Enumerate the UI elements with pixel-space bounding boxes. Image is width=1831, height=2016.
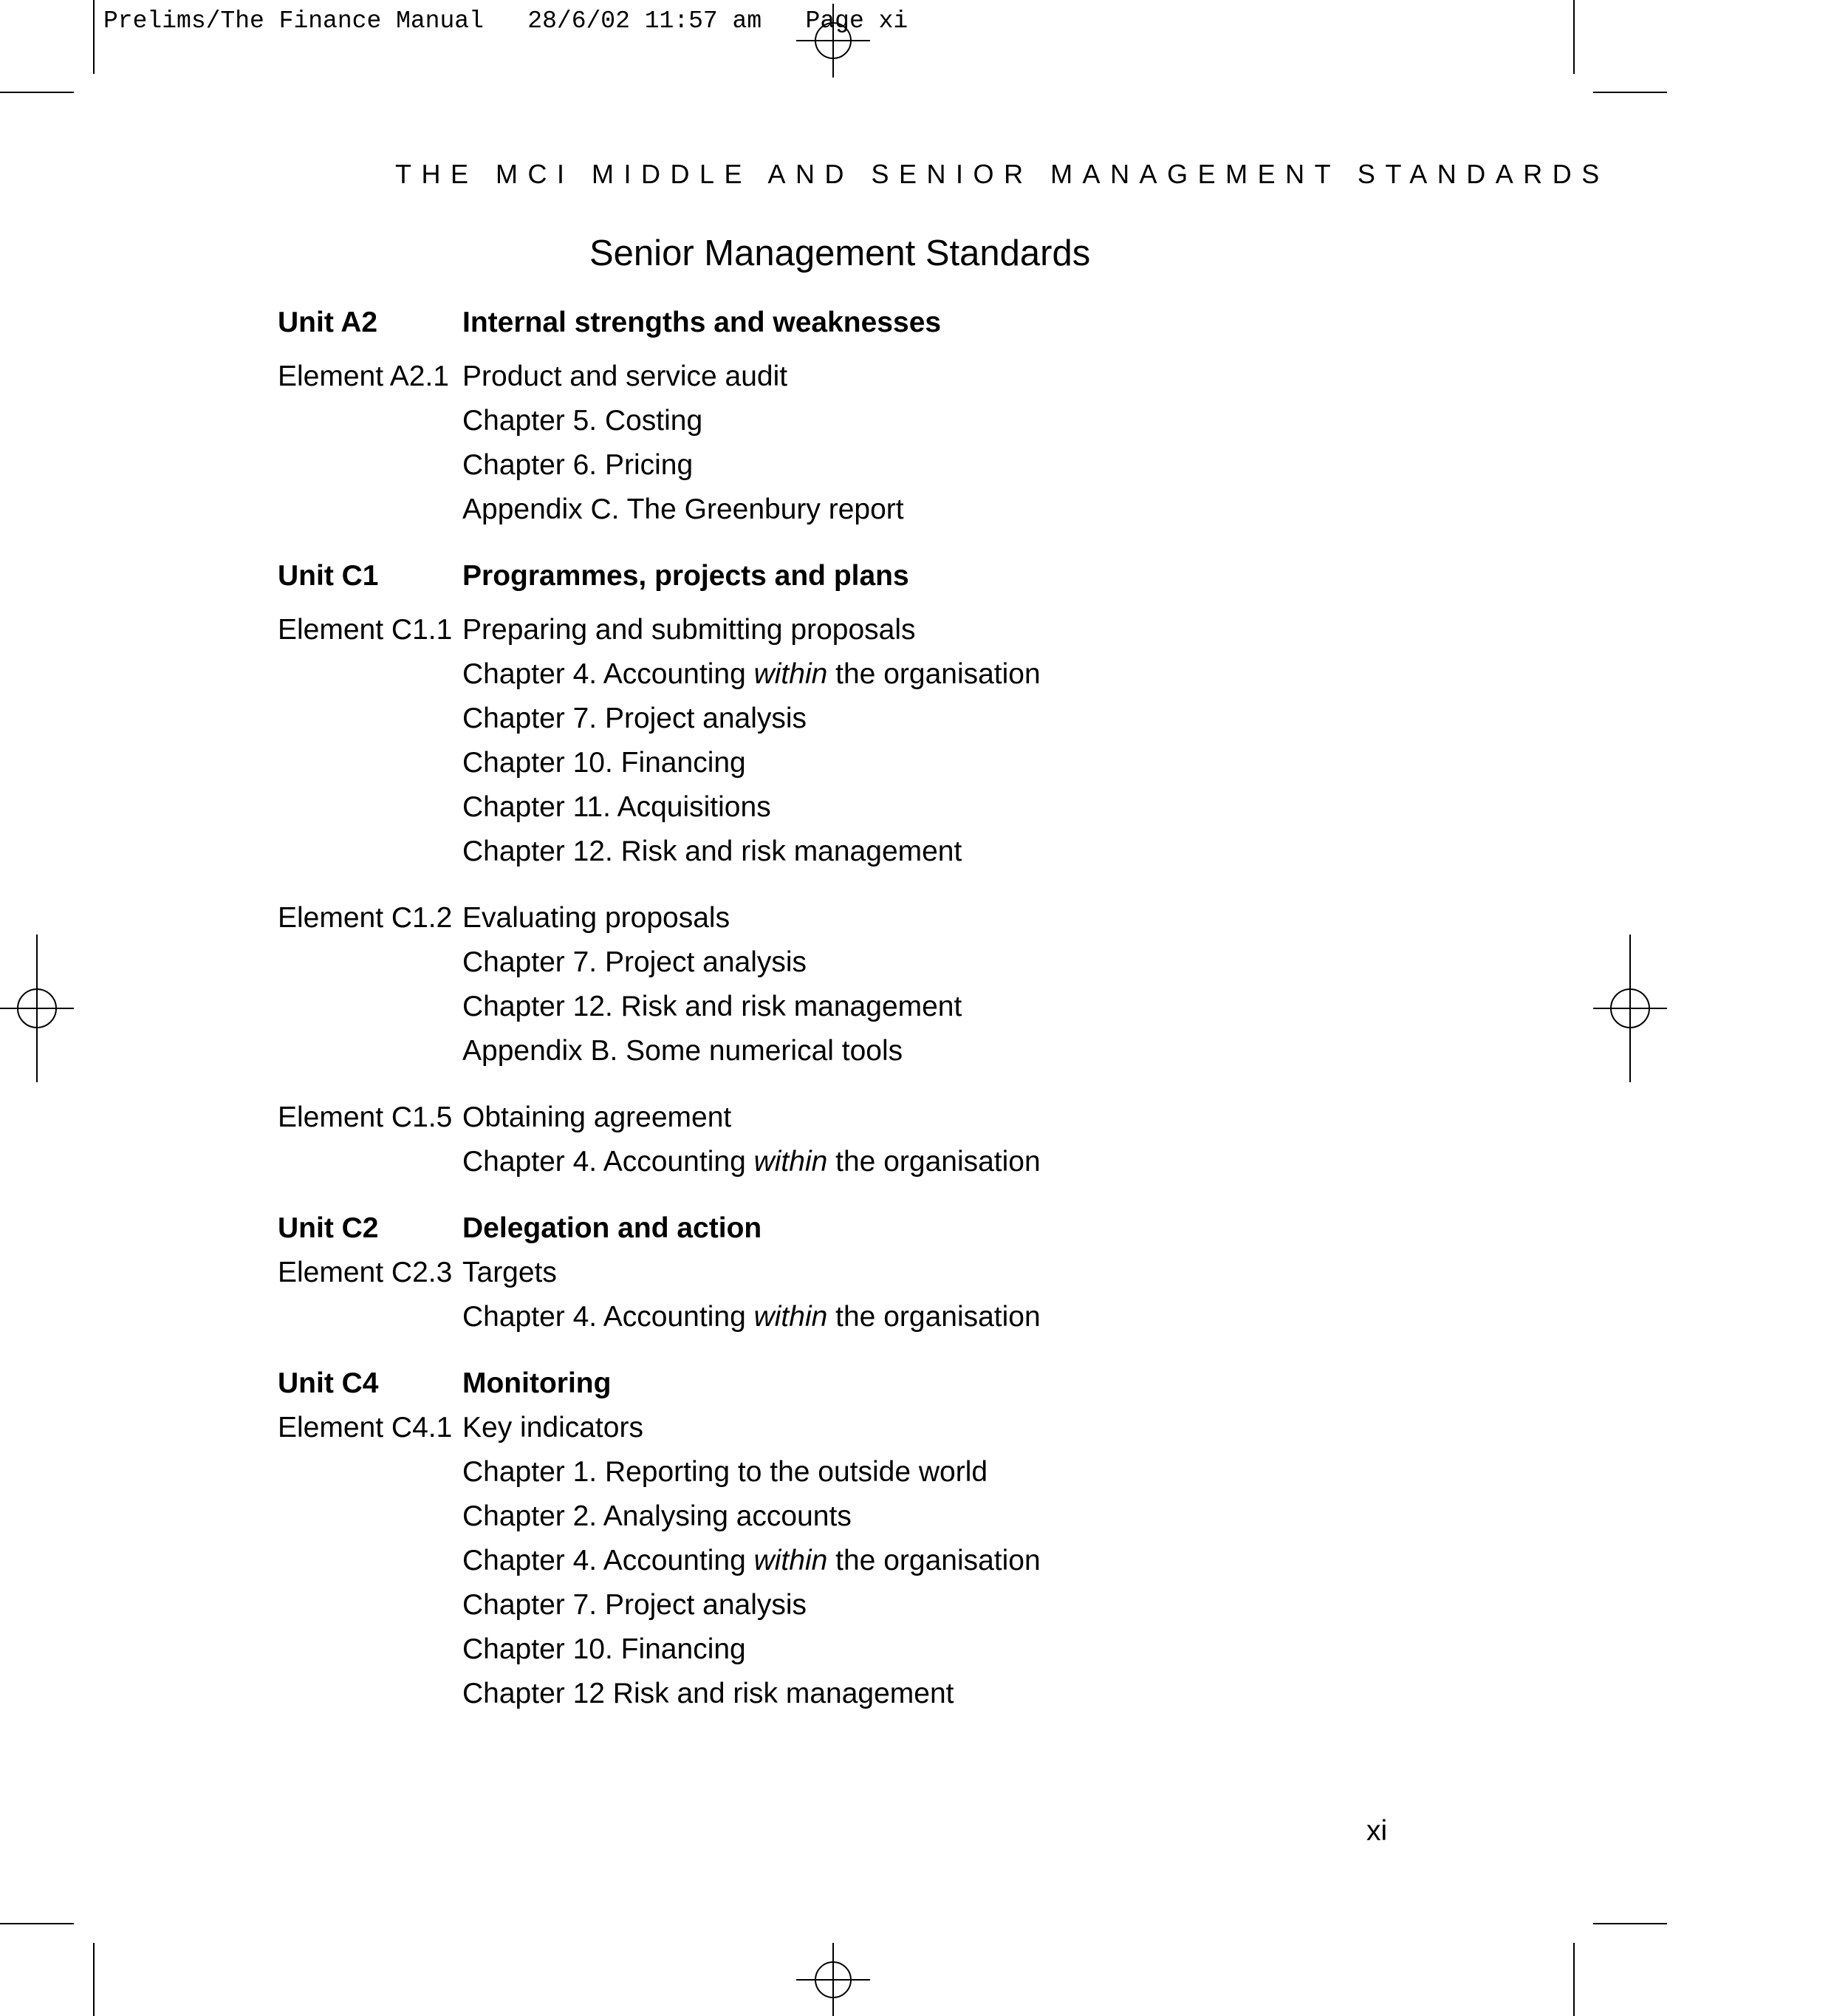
chapter-title: Chapter 7. Project analysis <box>462 1589 807 1621</box>
print-slug-line: Prelims/The Finance Manual 28/6/02 11:57 am Page xi <box>103 7 908 35</box>
element-title: Product and service audit <box>462 361 788 392</box>
unit-label: Unit C4 <box>278 1367 379 1399</box>
chapter-title: Chapter 11. Acquisitions <box>462 791 771 823</box>
chapter-title: Chapter 12. Risk and risk management <box>462 836 962 867</box>
chapter-title: Chapter 2. Analysing accounts <box>462 1500 852 1532</box>
chapter-title: Chapter 6. Pricing <box>462 449 694 481</box>
element-title: Preparing and submitting proposals <box>462 614 916 646</box>
chapter-title: Chapter 4. Accounting within the organisation <box>462 1146 1041 1178</box>
chapter-title: Appendix C. The Greenbury report <box>462 493 904 525</box>
chapter-title: Chapter 1. Reporting to the outside world <box>462 1456 988 1488</box>
registration-mark-left-icon <box>0 934 74 1082</box>
chapter-title: Appendix B. Some numerical tools <box>462 1035 903 1067</box>
registration-mark-top-icon <box>796 4 870 78</box>
element-title: Evaluating proposals <box>462 902 730 934</box>
element-label: Element A2.1 <box>278 361 449 392</box>
chapter-title: Chapter 10. Financing <box>462 747 746 779</box>
unit-label: Unit C1 <box>278 560 379 592</box>
chapter-title: Chapter 4. Accounting within the organisation <box>462 658 1041 690</box>
element-label: Element C1.5 <box>278 1101 453 1133</box>
running-head: THE MCI MIDDLE AND SENIOR MANAGEMENT STANDARDS <box>395 159 1609 189</box>
chapter-title: Chapter 10. Financing <box>462 1633 746 1665</box>
chapter-title: Chapter 4. Accounting within the organisation <box>462 1545 1041 1576</box>
chapter-title: Chapter 5. Costing <box>462 405 703 437</box>
element-title: Obtaining agreement <box>462 1101 732 1133</box>
section-title: Senior Management Standards <box>589 233 1091 273</box>
unit-label: Unit A2 <box>278 307 378 338</box>
element-label: Element C4.1 <box>278 1412 453 1443</box>
element-label: Element C1.1 <box>278 614 453 646</box>
element-title: Targets <box>462 1257 557 1288</box>
element-label: Element C1.2 <box>278 902 453 934</box>
unit-title: Delegation and action <box>462 1212 762 1244</box>
unit-label: Unit C2 <box>278 1212 379 1244</box>
element-title: Key indicators <box>462 1412 643 1443</box>
unit-title: Programmes, projects and plans <box>462 560 909 592</box>
registration-mark-right-icon <box>1593 934 1667 1082</box>
unit-title: Monitoring <box>462 1367 612 1399</box>
page-folio: xi <box>1366 1815 1388 1847</box>
chapter-title: Chapter 12. Risk and risk management <box>462 991 962 1022</box>
chapter-title: Chapter 4. Accounting within the organisation <box>462 1301 1041 1333</box>
unit-title: Internal strengths and weaknesses <box>462 307 942 338</box>
chapter-title: Chapter 12 Risk and risk management <box>462 1678 954 1709</box>
element-label: Element C2.3 <box>278 1257 453 1288</box>
registration-mark-bottom-icon <box>796 1943 870 2016</box>
chapter-title: Chapter 7. Project analysis <box>462 703 807 734</box>
chapter-title: Chapter 7. Project analysis <box>462 946 807 978</box>
